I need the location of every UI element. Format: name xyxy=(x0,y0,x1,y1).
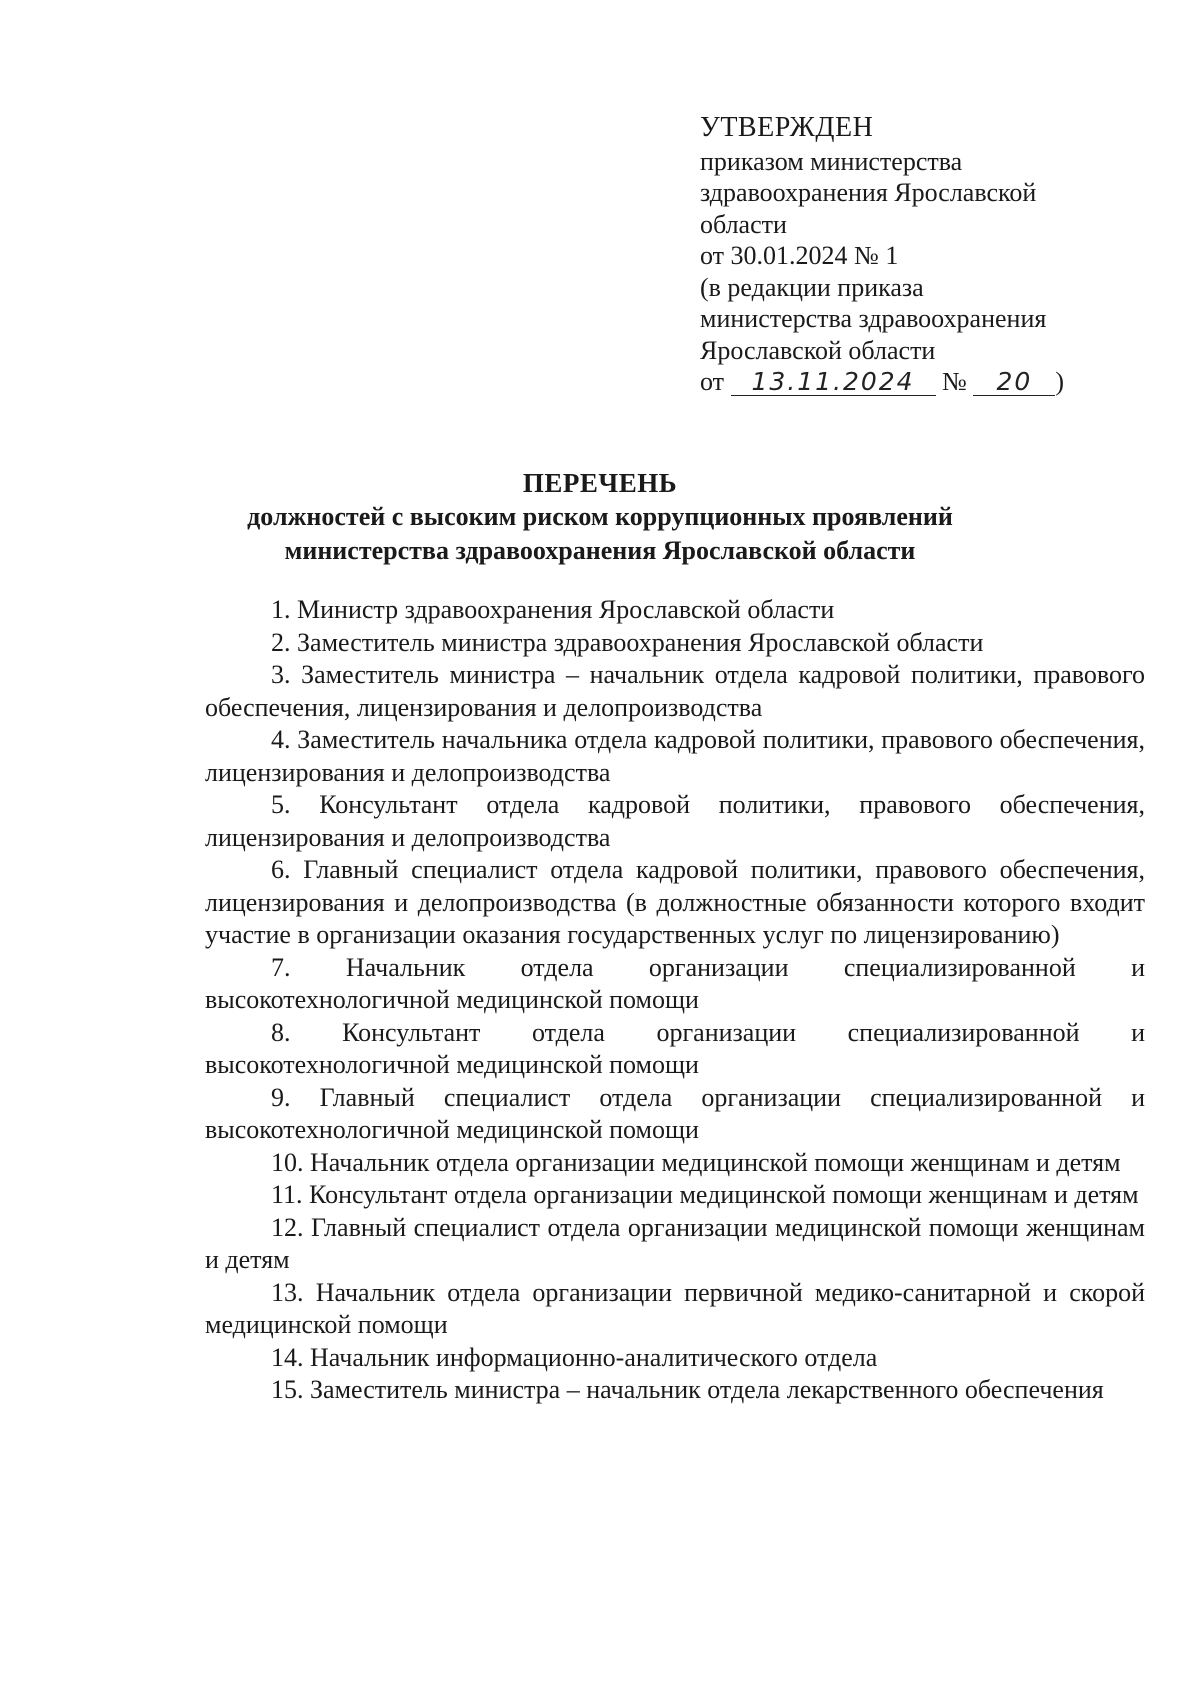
list-item xyxy=(205,1179,1145,1212)
item-number: 14. xyxy=(271,1342,304,1372)
list-item xyxy=(205,1277,1145,1342)
item-text: Начальник отдела организации медицинской помощи женщинам и детям xyxy=(310,1147,1121,1177)
item-text: Главный специалист отдела организации специализированной и высокотехнологичной медицинской помощи xyxy=(205,1082,1146,1144)
item-text: Консультант отдела кадровой политики, правового обеспечения, лицензирования и делопроизводства xyxy=(205,790,1145,852)
item-text: Главный специалист отдела организации медицинской помощи женщинам и детям xyxy=(205,1212,1145,1274)
item-text: Консультант отдела организации специализированной и высокотехнологичной медицинской помощи xyxy=(205,1017,1145,1079)
approval-amendment-date-line xyxy=(700,366,1120,398)
list-item xyxy=(205,1212,1145,1277)
item-text: Начальник информационно-аналитического отдела xyxy=(310,1342,878,1372)
list-item xyxy=(205,1147,1145,1180)
approval-line: (в редакции приказа xyxy=(700,272,924,302)
item-text: Заместитель министра – начальник отдела лекарственного обеспечения xyxy=(310,1375,1104,1404)
item-text: Заместитель министра – начальник отдела кадровой политики, правового обеспечения, лицензирования и делопроизводства xyxy=(205,660,1145,722)
approval-line: от 30.01.2024 № 1 xyxy=(700,241,899,270)
document-title xyxy=(0,466,1200,568)
item-number: 13. xyxy=(271,1277,304,1307)
item-number: 2. xyxy=(271,627,291,657)
positions-list xyxy=(205,594,1145,1407)
title-main: ПЕРЕЧЕНЬ xyxy=(522,468,678,498)
item-number: 5. xyxy=(271,790,291,819)
list-item xyxy=(205,659,1145,724)
approval-stamp: УТВЕРЖДЕН xyxy=(700,112,874,143)
approval-line: министерства здравоохранения xyxy=(700,304,1047,333)
item-number: 4. xyxy=(271,725,291,754)
list-item xyxy=(205,724,1145,789)
approval-line: Ярославской области xyxy=(700,335,936,365)
list-item xyxy=(205,854,1145,952)
list-item xyxy=(205,1374,1145,1407)
closing-paren: ) xyxy=(1055,367,1065,396)
item-number: 12. xyxy=(271,1212,304,1242)
item-number: 1. xyxy=(271,595,291,624)
approval-line: здравоохранения Ярославской xyxy=(700,178,1037,207)
item-number: 6. xyxy=(271,855,291,884)
approval-block xyxy=(700,112,1120,398)
item-number: 3. xyxy=(271,660,291,689)
handwritten-number: 20 xyxy=(973,369,1055,396)
approval-from-prefix: от xyxy=(700,367,725,396)
item-number: 9. xyxy=(271,1082,291,1112)
list-item xyxy=(205,1342,1145,1375)
item-text: Министр здравоохранения Ярославской области xyxy=(297,595,835,624)
item-text: Заместитель министра здравоохранения Ярославской области xyxy=(297,627,984,657)
item-number: 11. xyxy=(271,1180,303,1209)
item-number: 10. xyxy=(271,1147,304,1177)
list-item xyxy=(205,789,1145,854)
item-text: Начальник отдела организации первичной медико-санитарной и скорой медицинской помощи xyxy=(205,1277,1145,1339)
approval-line: приказом министерства xyxy=(700,146,963,176)
item-number: 8. xyxy=(271,1017,291,1047)
handwritten-date: 13.11.2024 xyxy=(731,369,936,396)
item-text: Консультант отдела организации медицинской помощи женщинам и детям xyxy=(309,1180,1139,1209)
list-item xyxy=(205,1082,1145,1147)
list-item xyxy=(205,594,1145,627)
number-sign: № xyxy=(942,367,967,396)
title-line-2: министерства здравоохранения Ярославской области xyxy=(284,536,916,565)
item-text: Главный специалист отдела кадровой политики, правового обеспечения, лицензирования и делопроизводства (в должностные обязанности которого входит участие в организации оказания государственных услуг по лицензированию) xyxy=(205,855,1145,949)
item-number: 15. xyxy=(271,1375,304,1404)
title-line-1: должностей с высоким риском коррупционных проявлений xyxy=(247,502,953,531)
item-number: 7. xyxy=(271,952,291,982)
list-item xyxy=(205,952,1145,1017)
item-text: Заместитель начальника отдела кадровой политики, правового обеспечения, лицензирования и делопроизводства xyxy=(205,725,1145,787)
approval-line: области xyxy=(700,209,787,239)
item-text: Начальник отдела организации специализированной и высокотехнологичной медицинской помощи xyxy=(205,952,1145,1014)
list-item xyxy=(205,1017,1145,1082)
list-item xyxy=(205,627,1145,660)
